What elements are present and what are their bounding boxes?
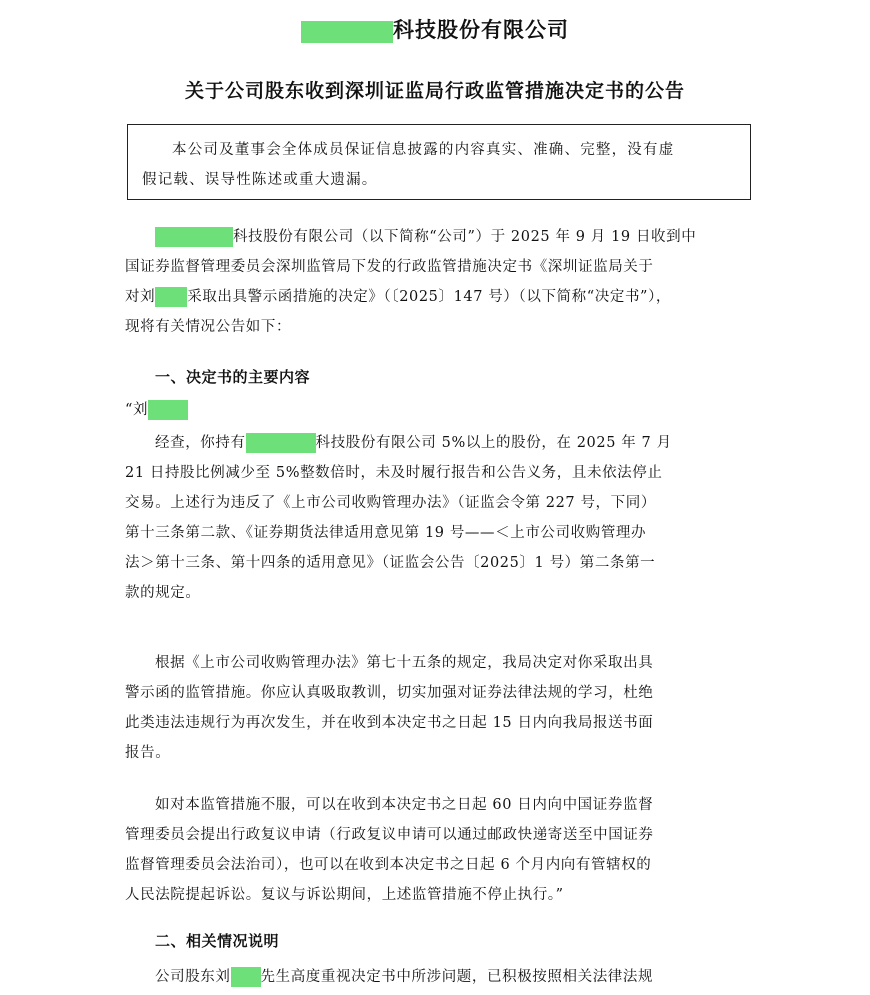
findings-line: 法＞第十三条、第十四条的适用意见》（证监会公告〔2025〕1 号）第二条第一 (125, 555, 656, 571)
appeal-line: 人民法院提起诉讼。复议与诉讼期间，上述监管措施不停止执行。” (125, 887, 564, 903)
explanation-line-end: 先生高度重视决定书中所涉问题，已积极按照相关法律法规 (260, 969, 654, 985)
intro-line (125, 222, 755, 252)
intro-line-1-text: 科技股份有限公司（以下简称“公司”）于 2025 年 9 月 19 日收到中 (233, 229, 697, 245)
findings-line-1-end: 科技股份有限公司 5%以上的股份，在 2025 年 7 月 (315, 435, 672, 451)
announcement-title: 关于公司股东收到深圳证监局行政监管措施决定书的公告 (184, 80, 685, 102)
measures-line: 此类违法违规行为再次发生，并在收到本决定书之日起 15 日内向我局报送书面 (125, 715, 654, 731)
appeal-line: 监督管理委员会法治司），也可以在收到本决定书之日起 6 个月内向有管辖权的 (125, 857, 652, 873)
measures-paragraph (125, 648, 755, 768)
appeal-paragraph (125, 790, 755, 910)
addressee (125, 395, 755, 425)
redacted-company-name (246, 433, 316, 453)
findings-line (125, 428, 755, 458)
measures-line: 报告。 (125, 745, 171, 761)
findings-line: 款的规定。 (125, 585, 201, 601)
redacted-company-name (301, 21, 393, 43)
explanation-paragraph (125, 962, 755, 992)
intro-line: 现将有关情况公告如下： (125, 319, 292, 335)
findings-line: 第十三条第二款、《证券期货法律适用意见第 19 号——＜上市公司收购管理办 (125, 525, 647, 541)
intro-line (125, 282, 755, 312)
appeal-line: 如对本监管措施不服，可以在收到本决定书之日起 60 日内向中国证券监督 (155, 797, 654, 813)
findings-line: 21 日持股比例减少至 5%整数倍时，未及时履行报告和公告义务，且未依法停止 (125, 465, 663, 481)
company-name-suffix: 科技股份有限公司 (393, 17, 569, 42)
statement-line-2: 假记载、误导性陈述或重大遗漏。 (142, 172, 378, 188)
explanation-line-start: 公司股东刘 (155, 969, 231, 985)
intro-line-3-start: 对刘 (125, 289, 156, 305)
intro-paragraph (125, 222, 755, 342)
explanation-line (125, 962, 755, 992)
redacted-person-name (231, 967, 261, 987)
findings-line-1-start: 经查，你持有 (155, 435, 246, 451)
findings-line: 交易。上述行为违反了《上市公司收购管理办法》（证监会令第 227 号，下同） (125, 495, 656, 511)
appeal-line: 管理委员会提出行政复议申请（行政复议申请可以通过邮政快递寄送至中国证券 (125, 827, 654, 843)
addressee-line (125, 395, 755, 425)
addressee-text: “刘 (125, 402, 149, 418)
intro-line-3-end: 采取出具警示函措施的决定》（〔2025〕147 号）（以下简称“决定书”）， (187, 289, 672, 305)
findings-paragraph (125, 428, 755, 608)
measures-line: 警示函的监管措施。你应认真吸取教训，切实加强对证券法律法规的学习，杜绝 (125, 685, 654, 701)
measures-line: 根据《上市公司收购管理办法》第七十五条的规定，我局决定对你采取出具 (155, 655, 654, 671)
redacted-person-name (148, 400, 188, 420)
redacted-person-name (155, 287, 187, 307)
company-title (0, 14, 870, 44)
section-2-heading: 二、相关情况说明 (155, 932, 280, 950)
section-1-heading: 一、决定书的主要内容 (155, 368, 311, 386)
statement-line-1: 本公司及董事会全体成员保证信息披露的内容真实、准确、完整，没有虚 (172, 142, 675, 158)
redacted-company-name (155, 227, 233, 247)
disclosure-statement-box (127, 124, 751, 200)
intro-line: 国证券监督管理委员会深圳监管局下发的行政监管措施决定书《深圳证监局关于 (125, 259, 654, 275)
